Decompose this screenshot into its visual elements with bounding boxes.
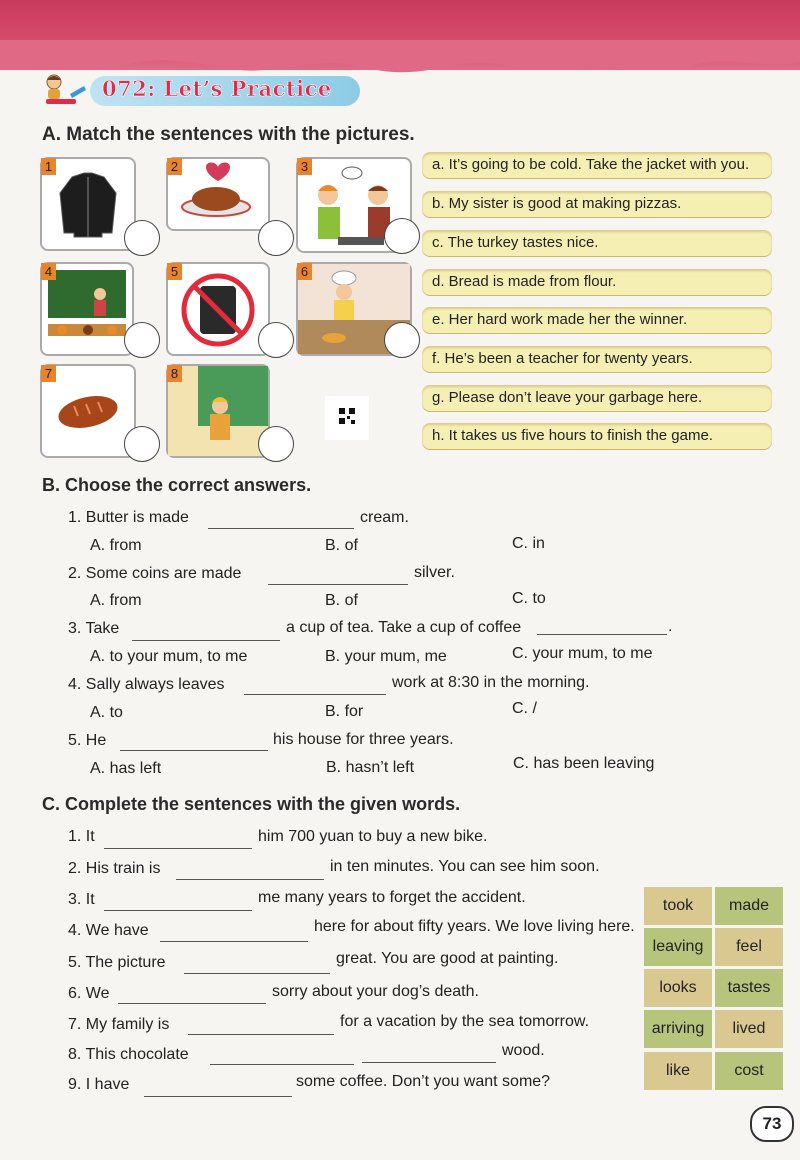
choice-b[interactable]: B. of	[325, 537, 358, 554]
choice-a[interactable]: A. has left	[90, 760, 162, 777]
answer-blank[interactable]	[118, 1003, 266, 1004]
sentence-c5-end: great. You are good at painting.	[336, 950, 559, 967]
sentence-c1-end: him 700 yuan to buy a new bike.	[258, 828, 488, 845]
answer-blank[interactable]	[268, 584, 408, 585]
answer-circle-8[interactable]	[258, 426, 294, 462]
choice-c[interactable]: C. in	[512, 535, 545, 552]
lesson-title-area	[40, 72, 370, 108]
choice-a[interactable]: A. from	[90, 537, 142, 554]
question-b3-text: 3. Take	[68, 620, 120, 637]
choice-c[interactable]: C. has been leaving	[513, 755, 655, 772]
picture-2-turkey	[166, 157, 270, 231]
question-b1-end: cream.	[360, 509, 409, 526]
choice-c[interactable]: C. /	[512, 700, 537, 717]
answer-circle-1[interactable]	[124, 220, 160, 256]
picture-5-no-garbage	[166, 262, 270, 356]
picture-7-bread	[40, 364, 136, 458]
word-leaving: leaving	[644, 928, 712, 966]
match-option-e: e. Her hard work made her the winner.	[422, 307, 772, 333]
match-option-c: c. The turkey tastes nice.	[422, 230, 772, 256]
section-c-heading: C. Complete the sentences with the given words.	[42, 794, 461, 814]
question-b3-end: .	[668, 618, 673, 635]
answer-blank[interactable]	[160, 941, 308, 942]
sentence-c8-end: wood.	[502, 1042, 545, 1059]
sentence-c3-text: 3. It	[68, 891, 95, 908]
word-arriving: arriving	[644, 1010, 712, 1048]
match-option-h: h. It takes us five hours to finish the game.	[422, 423, 772, 449]
sentence-c4-text: 4. We have	[68, 922, 149, 939]
choice-a[interactable]: A. to your mum, to me	[90, 648, 248, 665]
sentence-c6-end: sorry about your dog’s death.	[272, 983, 479, 1000]
answer-blank[interactable]	[537, 634, 667, 635]
picture-number: 7	[41, 365, 56, 382]
answer-blank[interactable]	[362, 1062, 496, 1063]
picture-number: 3	[297, 158, 312, 175]
question-b2-end: silver.	[414, 564, 455, 581]
question-b1-text: 1. Butter is made	[68, 509, 189, 526]
answer-blank[interactable]	[188, 1034, 334, 1035]
sentence-c4-end: here for about fifty years. We love living here.	[314, 918, 635, 935]
choice-b[interactable]: B. of	[325, 592, 358, 609]
choice-b[interactable]: B. for	[325, 703, 364, 720]
sentence-c9-text: 9. I have	[68, 1076, 130, 1093]
question-b2-text: 2. Some coins are made	[68, 565, 242, 582]
picture-number: 4	[41, 263, 56, 280]
picture-number: 2	[167, 158, 182, 175]
answer-circle-6[interactable]	[384, 322, 420, 358]
sentence-c3-end: me many years to forget the accident.	[258, 889, 526, 906]
match-option-f: f. He’s been a teacher for twenty years.	[422, 346, 772, 372]
answer-circle-4[interactable]	[124, 322, 160, 358]
answer-blank[interactable]	[184, 973, 330, 974]
sentence-c9-end: some coffee. Don’t you want some?	[296, 1073, 551, 1090]
answer-blank[interactable]	[208, 528, 354, 529]
answer-blank[interactable]	[132, 640, 280, 641]
answer-blank[interactable]	[104, 910, 252, 911]
word-lived: lived	[715, 1010, 783, 1048]
choice-b[interactable]: B. your mum, me	[325, 648, 447, 665]
word-feel: feel	[715, 928, 783, 966]
sentence-c7-end: for a vacation by the sea tomorrow.	[340, 1013, 590, 1030]
choice-c[interactable]: C. your mum, to me	[512, 645, 653, 662]
picture-number: 8	[167, 365, 182, 382]
kid-mascot-icon	[40, 72, 88, 112]
word-made: made	[715, 887, 783, 925]
section-b-heading: B. Choose the correct answers.	[42, 475, 312, 495]
picture-4-classroom	[40, 262, 134, 356]
word-cost: cost	[715, 1052, 783, 1090]
picture-8-winner	[166, 364, 270, 458]
answer-circle-3[interactable]	[384, 218, 420, 254]
question-b4-text: 4. Sally always leaves	[68, 676, 225, 693]
question-b5-text: 5. He	[68, 732, 107, 749]
sentence-c1-text: 1. It	[68, 828, 95, 845]
picture-number: 5	[167, 263, 182, 280]
no-garbage-image	[168, 264, 268, 354]
picture-number: 6	[297, 263, 312, 280]
answer-circle-5[interactable]	[258, 322, 294, 358]
sentence-c2-text: 2. His train is	[68, 860, 161, 877]
word-tastes: tastes	[715, 969, 783, 1007]
question-b5-end: his house for three years.	[273, 731, 454, 748]
picture-number: 1	[41, 158, 56, 175]
word-looks: looks	[644, 969, 712, 1007]
answer-blank[interactable]	[210, 1064, 354, 1065]
match-option-a: a. It’s going to be cold. Take the jacket with you.	[422, 152, 772, 178]
sentence-c6-text: 6. We	[68, 985, 110, 1002]
answer-blank[interactable]	[244, 694, 386, 695]
match-option-g: g. Please don’t leave your garbage here.	[422, 385, 772, 411]
answer-blank[interactable]	[176, 879, 324, 880]
sentence-c5-text: 5. The picture	[68, 954, 166, 971]
word-like: like	[644, 1052, 712, 1090]
winner-image	[168, 366, 268, 456]
answer-blank[interactable]	[120, 750, 268, 751]
question-b3-middle: a cup of tea. Take a cup of coffee	[286, 619, 522, 636]
answer-blank[interactable]	[104, 848, 252, 849]
section-a-heading: A. Match the sentences with the pictures.	[42, 124, 415, 145]
answer-circle-2[interactable]	[258, 220, 294, 256]
turkey-image	[168, 159, 268, 229]
sentence-c8-text: 8. This chocolate	[68, 1046, 189, 1063]
choice-a[interactable]: A. from	[90, 592, 142, 609]
qr-code-icon	[325, 396, 369, 440]
answer-circle-7[interactable]	[124, 426, 160, 462]
choice-c[interactable]: C. to	[512, 590, 546, 607]
page-number: 73	[750, 1106, 794, 1142]
choice-b[interactable]: B. hasn’t left	[326, 759, 415, 776]
match-option-d: d. Bread is made from flour.	[422, 269, 772, 295]
match-option-b: b. My sister is good at making pizzas.	[422, 191, 772, 217]
picture-1-jacket	[40, 157, 136, 251]
choice-a[interactable]: A. to	[90, 704, 123, 721]
question-b4-end: work at 8:30 in the morning.	[392, 674, 590, 691]
word-took: took	[644, 887, 712, 925]
answer-blank[interactable]	[144, 1096, 292, 1097]
sentence-c7-text: 7. My family is	[68, 1016, 170, 1033]
sentence-c2-end: in ten minutes. You can see him soon.	[330, 858, 600, 875]
page-title: 072: Let’s Practice	[102, 76, 332, 101]
